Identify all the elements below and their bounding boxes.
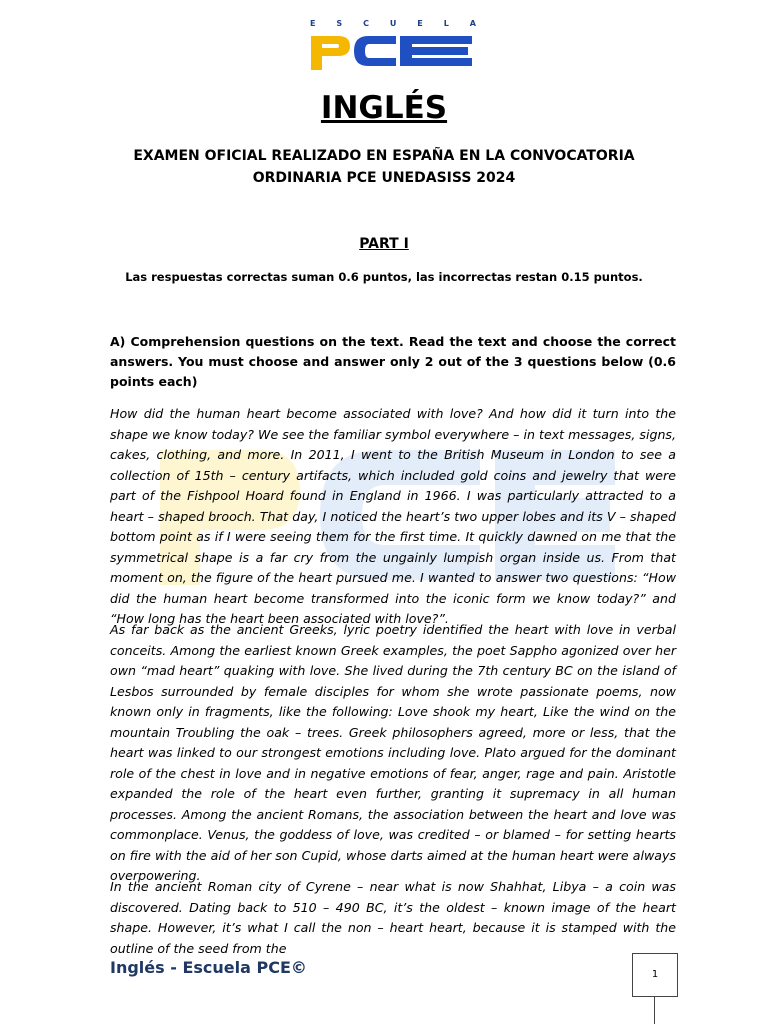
reading-paragraph-1: How did the human heart become associated with love? And how did it turn into the shape we know today? We see the familiar symbol everywhere – in text messages, signs, cakes, clothing, and more. In 2011, I went to the British Museum in London to see a collection of 15th – century artifacts, which included gold coins and jewelry that were part of the Fishpool Hoard found in England in 1966. I was particularly attracted to a heart – shaped brooch. That day, I noticed the heart’s two upper lobes and its V – shaped bottom point as if I were seeing them for the first time. It quickly dawned on me that the symmetrical shape is a far cry from the ungainly lumpish organ inside us. From that moment on, the figure of the heart pursued me. I wanted to answer two questions: “How did the human heart become transformed into the iconic form we know today?” and “How long has the heart been associated with love?”. bbox=[110, 406, 676, 626]
page-number-divider bbox=[654, 996, 655, 1024]
page-number: 1 bbox=[632, 953, 678, 997]
escuela-pce-logo bbox=[308, 18, 478, 72]
footer-label: Inglés - Escuela PCE© bbox=[110, 958, 307, 977]
reading-paragraph-3: In the ancient Roman city of Cyrene – near what is now Shahhat, Libya – a coin was discovered. Dating back to 510 – 490 BC, it’s the oldest – known image of the heart shape. However, it’s what I call the non – heart heart, because it is stamped with the outline of the seed from the bbox=[110, 879, 676, 956]
logo-escuela-letters: E S C U E L A bbox=[310, 19, 476, 28]
logo-pce-mark bbox=[308, 32, 478, 72]
scoring-note: Las respuestas correctas suman 0.6 puntos, las incorrectas restan 0.15 puntos. bbox=[125, 270, 643, 284]
part-title: PART I bbox=[359, 236, 409, 252]
exam-subtitle: EXAMEN OFICIAL REALIZADO EN ESPAÑA EN LA CONVOCATORIA ORDINARIA PCE UNEDASISS 2024 bbox=[133, 148, 635, 186]
section-instructions: A) Comprehension questions on the text. Read the text and choose the correct answers. You must choose and answer only 2 out of the 3 questions below (0.6 points each) bbox=[110, 334, 676, 389]
page-title: INGLÉS bbox=[320, 90, 448, 126]
reading-paragraph-2: As far back as the ancient Greeks, lyric poetry identified the heart with love in verbal conceits. Among the earliest known Greek examples, the poet Sappho agonized over her own “mad heart” quaking with love. She lived during the 7th century BC on the island of Lesbos surrounded by female disciples for whom she wrote passionate poems, now known only in fragments, like the following: Love shook my heart, Like the wind on the mountain Troubling the oak – trees. Greek philosophers agreed, more or less, that the heart was linked to our strongest emotions including love. Plato argued for the dominant role of the chest in love and in negative emotions of fear, anger, rage and pain. Aristotle expanded the role of the heart even further, granting it supremacy in all human processes. Among the ancient Romans, the association between the heart and love was commonplace. Venus, the goddess of love, was credited – or blamed – for setting hearts on fire with the aid of her son Cupid, whose darts aimed at the human heart were always overpowering. bbox=[110, 622, 676, 883]
